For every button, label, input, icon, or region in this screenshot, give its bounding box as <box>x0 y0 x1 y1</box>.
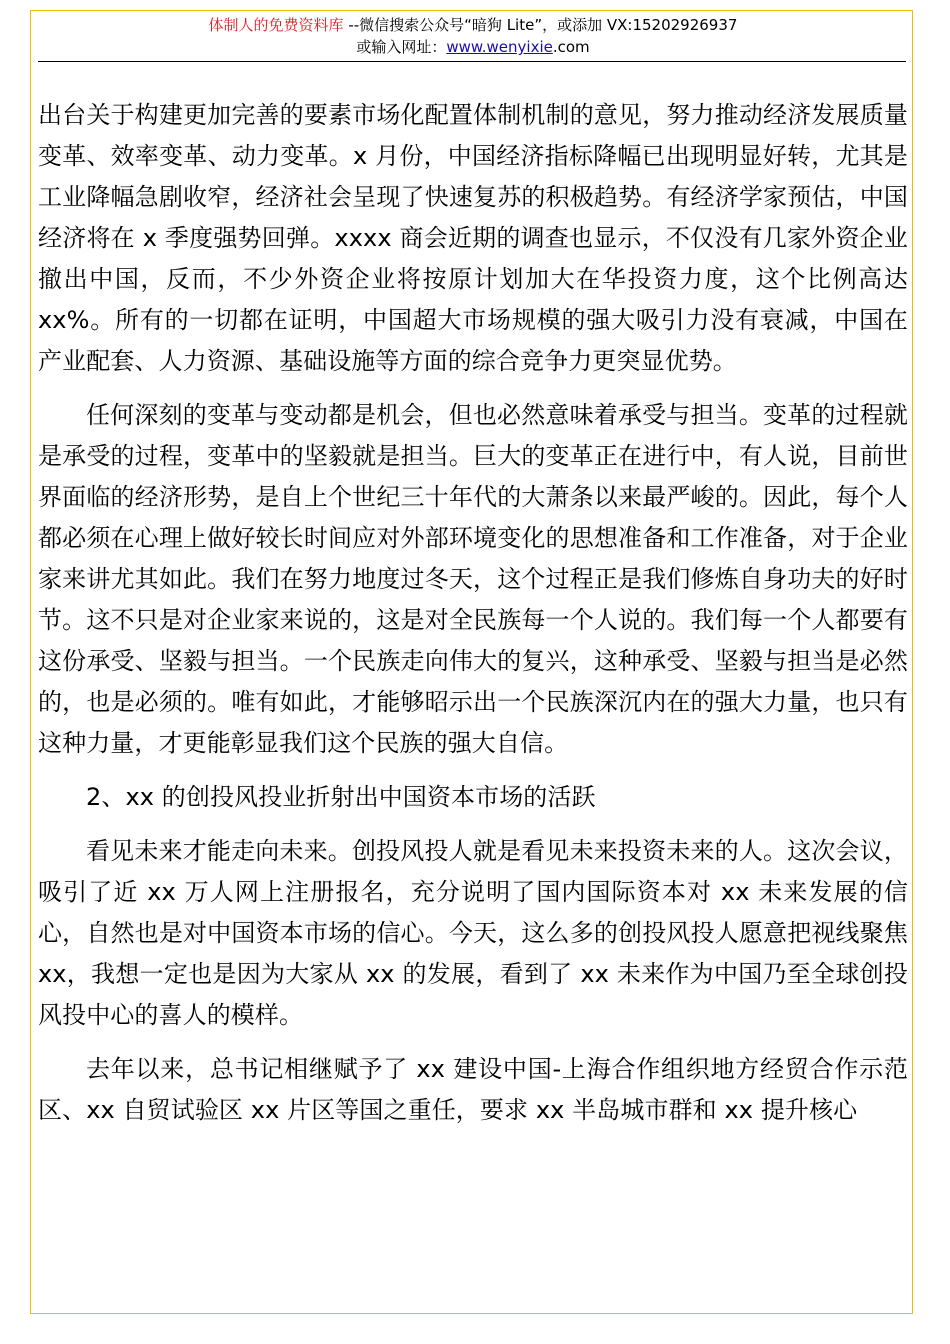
paragraph-4: 去年以来，总书记相继赋予了 xx 建设中国-上海合作组织地方经贸合作示范区、xx 自贸试验区 xx 片区等国之重任，要求 xx 半岛城市群和 xx 提升核心 <box>38 1055 908 1124</box>
header-notice: --微信搜索公众号“暗狗 Lite”，或添加 VX:15202926937 <box>343 16 738 34</box>
url-suffix: .com <box>552 38 590 56</box>
header-divider <box>38 61 906 62</box>
header-line-1 <box>40 14 906 36</box>
website-link[interactable]: www.wenyixie <box>446 38 553 56</box>
paragraph-2: 任何深刻的变革与变动都是机会，但也必然意味着承受与担当。变革的过程就是承受的过程，变革中的坚毅就是担当。巨大的变革正在进行中，有人说，目前世界面临的经济形势，是自上个世纪三十年代的大萧条以来最严峻的。因此，每个人都必须在心理上做好较长时间应对外部环境变化的思想准备和工作准备，对于企业家来讲尤其如此。我们在努力地度过冬天，这个过程正是我们修炼自身功夫的好时节。这不只是对企业家来说的，这是对全民族每一个人说的。我们每一个人都要有这份承受、坚毅与担当。一个民族走向伟大的复兴，这种承受、坚毅与担当是必然的，也是必须的。唯有如此，才能够昭示出一个民族深沉内在的强大力量，也只有这种力量，才更能彰显我们这个民族的强大自信。 <box>38 401 908 757</box>
page-header <box>40 14 906 58</box>
section-heading: 2、xx 的创投风投业折射出中国资本市场的活跃 <box>86 783 596 811</box>
header-line-2 <box>40 36 906 58</box>
document-body <box>38 95 908 1131</box>
url-prefix: 或输入网址： <box>356 38 447 56</box>
paragraph-3: 看见未来才能走向未来。创投风投人就是看见未来投资未来的人。这次会议，吸引了近 xx 万人网上注册报名，充分说明了国内国际资本对 xx 未来发展的信心，自然也是对中国资本市场的信心。今天，这么多的创投风投人愿意把视线聚焦 xx，我想一定也是因为大家从 xx 的发展，看到了 xx 未来作为中国乃至全球创投风投中心的喜人的模样。 <box>38 837 908 1029</box>
brand-title: 体制人的免费资料库 <box>208 16 344 34</box>
paragraph-1: 出台关于构建更加完善的要素市场化配置体制机制的意见，努力推动经济发展质量变革、效率变革、动力变革。x 月份，中国经济指标降幅已出现明显好转，尤其是工业降幅急剧收窄，经济社会呈现了快速复苏的积极趋势。有经济学家预估，中国经济将在 x 季度强势回弹。xxxx 商会近期的调查也显示，不仅没有几家外资企业撤出中国，反而，不少外资企业将按原计划加大在华投资力度，这个比例高达 xx%。所有的一切都在证明，中国超大市场规模的强大吸引力没有衰减，中国在产业配套、人力资源、基础设施等方面的综合竞争力更突显优势。 <box>38 101 908 375</box>
